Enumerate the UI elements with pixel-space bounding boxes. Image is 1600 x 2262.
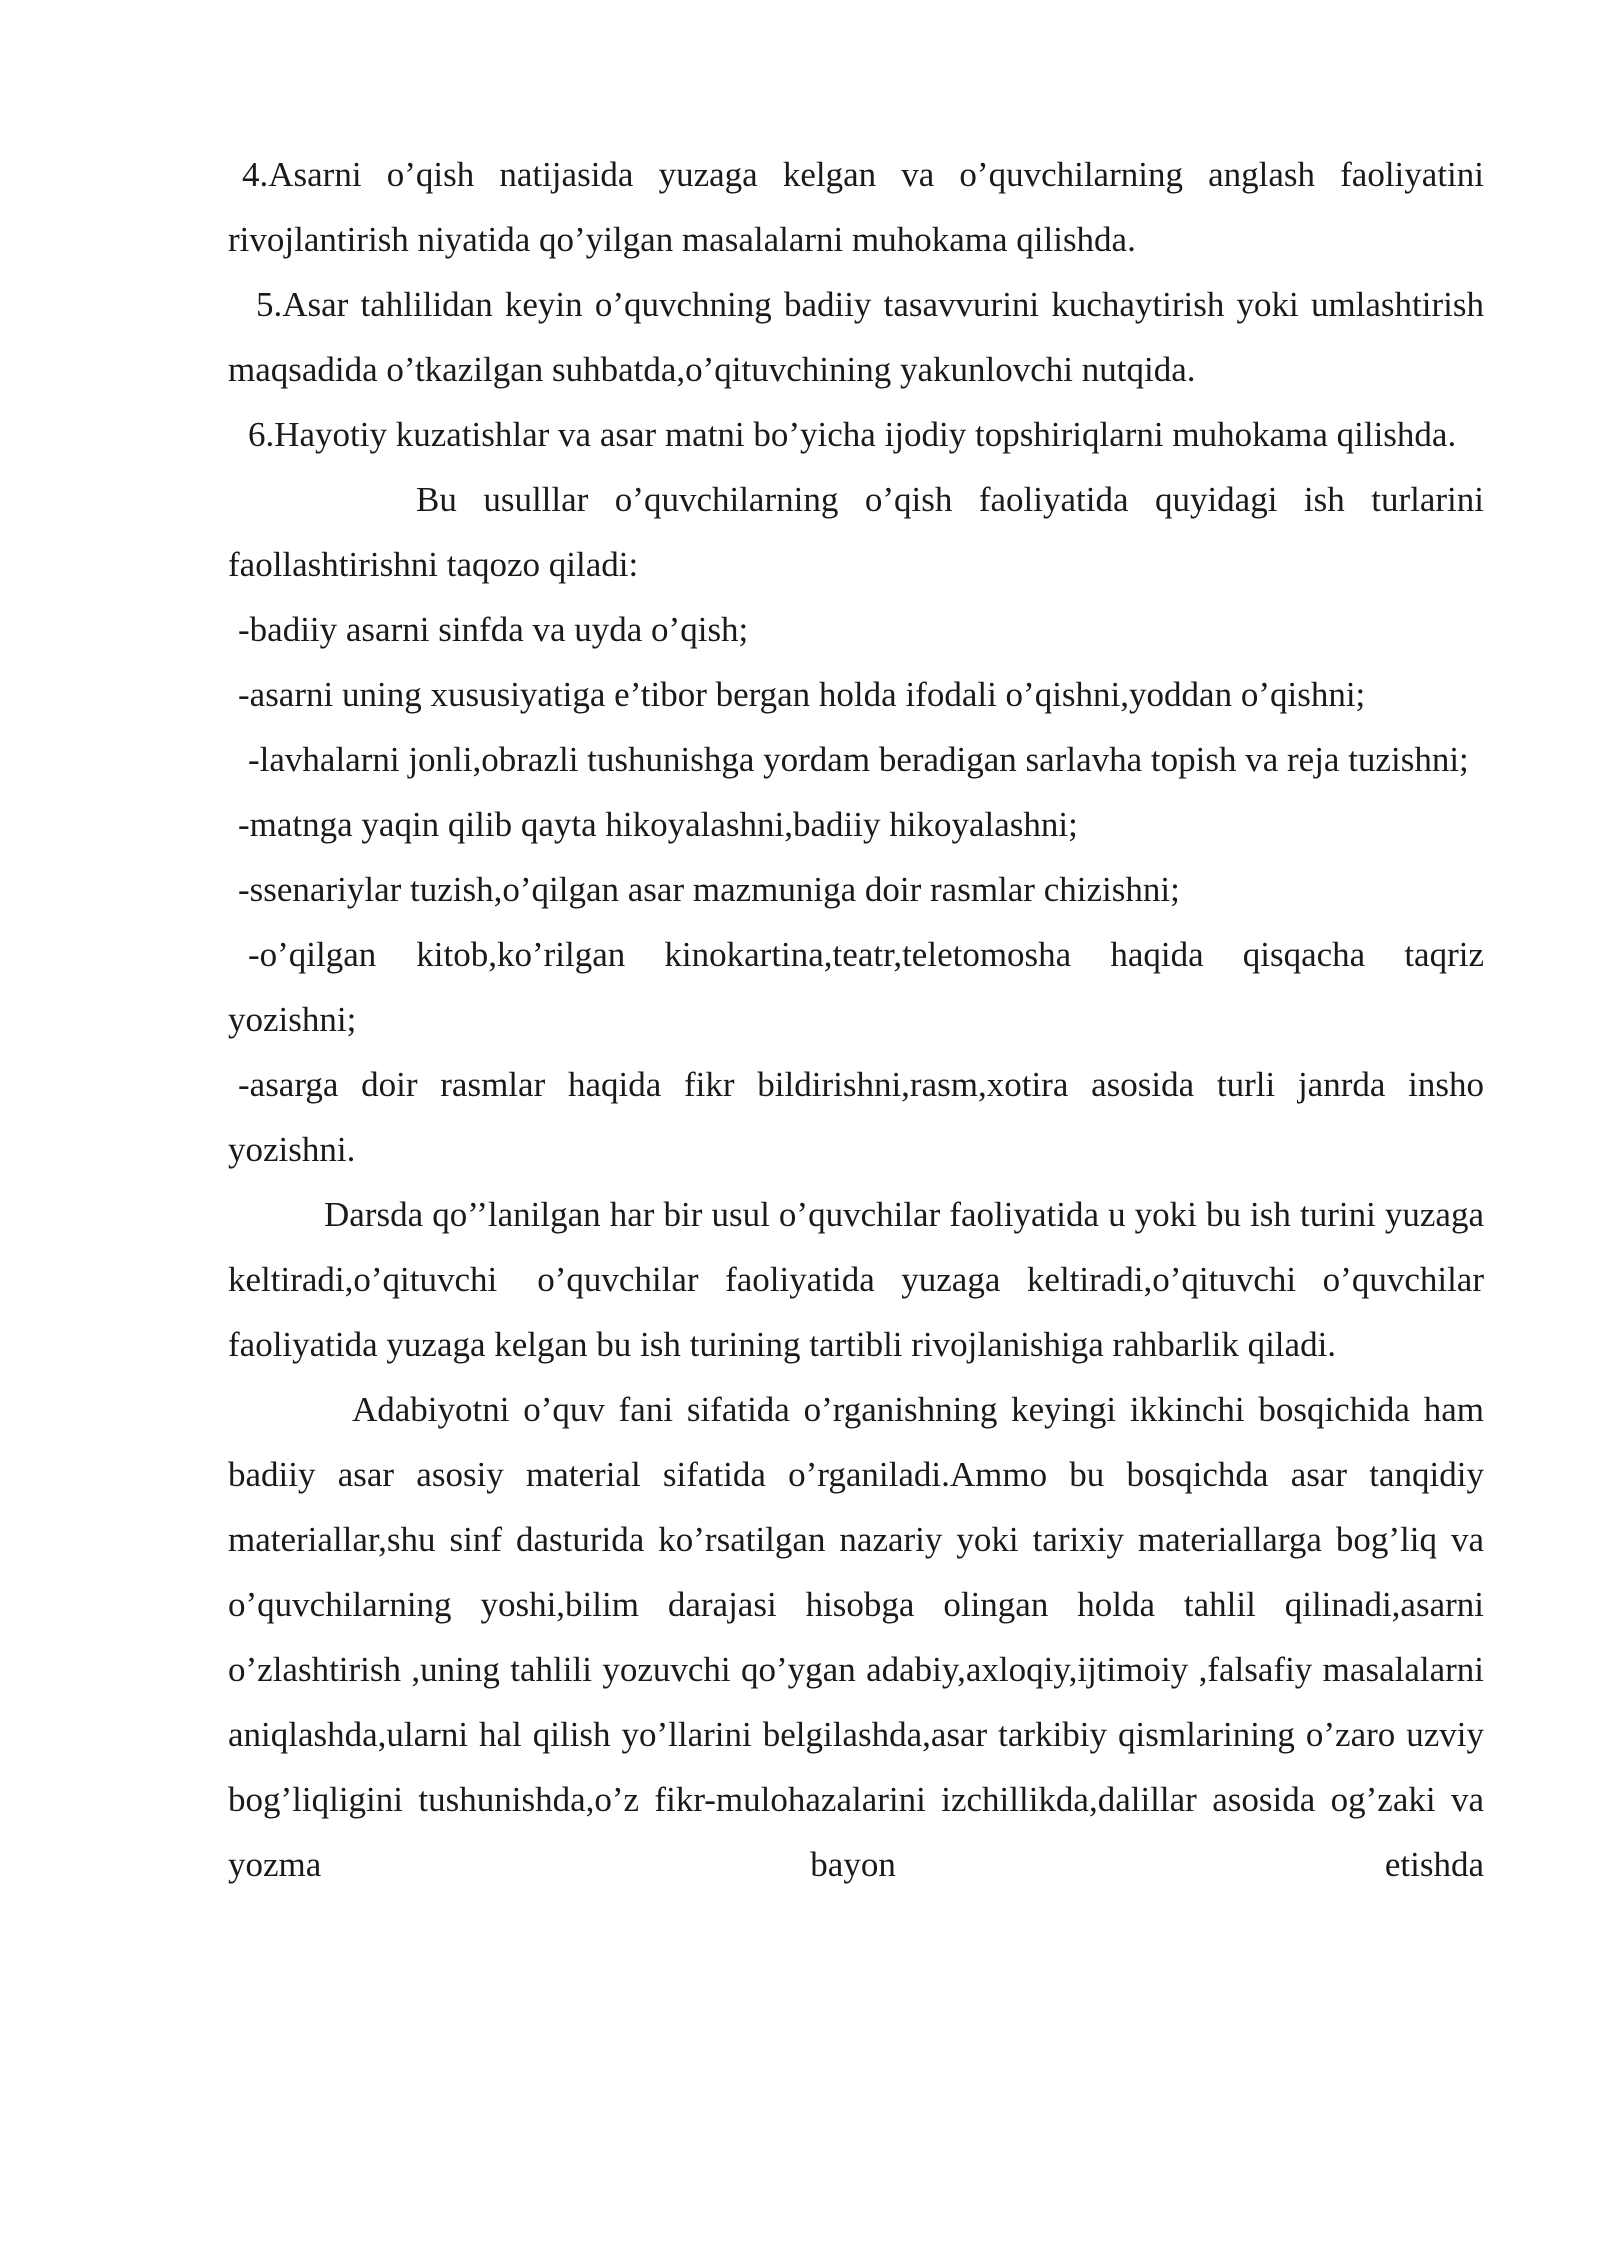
paragraph-usullar-intro: Bu usulllar o’quvchilarning o’qish faoliyatida quyidagi ish turlarini faollashtirishni taqozo qiladi:	[228, 480, 1484, 584]
paragraph-darsda-rest: o’quvchilar faoliyatida yuzaga keltiradi,o’qituvchi o’quvchilar faoliyatida yuzaga kelgan bu ish turining tartibli rivojlanishiga rahbarlik qiladi.	[228, 1260, 1484, 1364]
list-item-dash-6-rest: kitob,ko’rilgan kinokartina,teatr,teletomosha haqida qisqacha taqriz yozishni;	[228, 935, 1484, 1039]
list-item-dash-4: -matnga yaqin qilib qayta hikoyalashni,badiiy hikoyalashni;	[238, 805, 1078, 844]
list-item-dash-6	[228, 922, 1484, 1052]
document-body	[228, 142, 1484, 1897]
list-item-dash-5: -ssenariylar tuzish,o’qilgan asar mazmuniga doir rasmlar chizishni;	[238, 870, 1180, 909]
paragraph-item-6: 6.Hayotiy kuzatishlar va asar matni bo’yicha ijodiy topshiriqlarni muhokama qilishda.	[248, 415, 1457, 454]
paragraph-darsda-start: Darsda qo’’lanilgan har bir usul o’quvchilar faoliyatida u yoki bu ish turini yuzaga keltiradi,o’qituvchi	[228, 1195, 1484, 1299]
list-item-dash-1: -badiiy asarni sinfda va uyda o’qish;	[238, 610, 749, 649]
paragraph-adabiyot: Adabiyotni o’quv fani sifatida o’rganishning keyingi ikkinchi bosqichida ham badiiy asar asosiy material sifatida o’rganiladi.Ammo bu bosqichda asar tanqidiy materiallar,shu sinf dasturida ko’rsatilgan nazariy yoki tarixiy materiallarga bog’liq va o’quvchilarning yoshi,bilim darajasi hisobga olingan holda tahlil qilinadi,asarni o’zlashtirish ,uning tahlili yozuvchi qo’ygan adabiy,axloqiy,ijtimoiy ,falsafiy masalalarni aniqlashda,ularni hal qilish yo’llarini belgilashda,asar tarkibiy qismlarining o’zaro uzviy bog’liqligini tushunishda,o’z fikr-mulohazalarini izchillikda,dalillar asosida og’zaki va yozma bayon etishda	[228, 1390, 1484, 1884]
paragraph-item-4: 4.Asarni o’qish natijasida yuzaga kelgan va o’quvchilarning anglash faoliyatini rivojlantirish niyatida qo’yilgan masalalarni muhokama qilishda.	[228, 155, 1484, 259]
list-item-dash-7: -asarga doir rasmlar haqida fikr bildirishni,rasm,xotira asosida turli janrda insho yozishni.	[228, 1065, 1484, 1169]
list-item-dash-3: -lavhalarni jonli,obrazli tushunishga yordam beradigan sarlavha topish va reja tuzishni;	[248, 740, 1469, 779]
paragraph-darsda	[228, 1182, 1484, 1377]
paragraph-item-5: 5.Asar tahlilidan keyin o’quvchning badiiy tasavvurini kuchaytirish yoki umlashtirish maqsadida o’tkazilgan suhbatda,o’qituvchining yakunlovchi nutqida.	[228, 285, 1484, 389]
list-item-dash-6-start: -o’qilgan	[248, 935, 377, 974]
list-item-dash-2: -asarni uning xususiyatiga e’tibor bergan holda ifodali o’qishni,yoddan o’qishni;	[238, 675, 1366, 714]
